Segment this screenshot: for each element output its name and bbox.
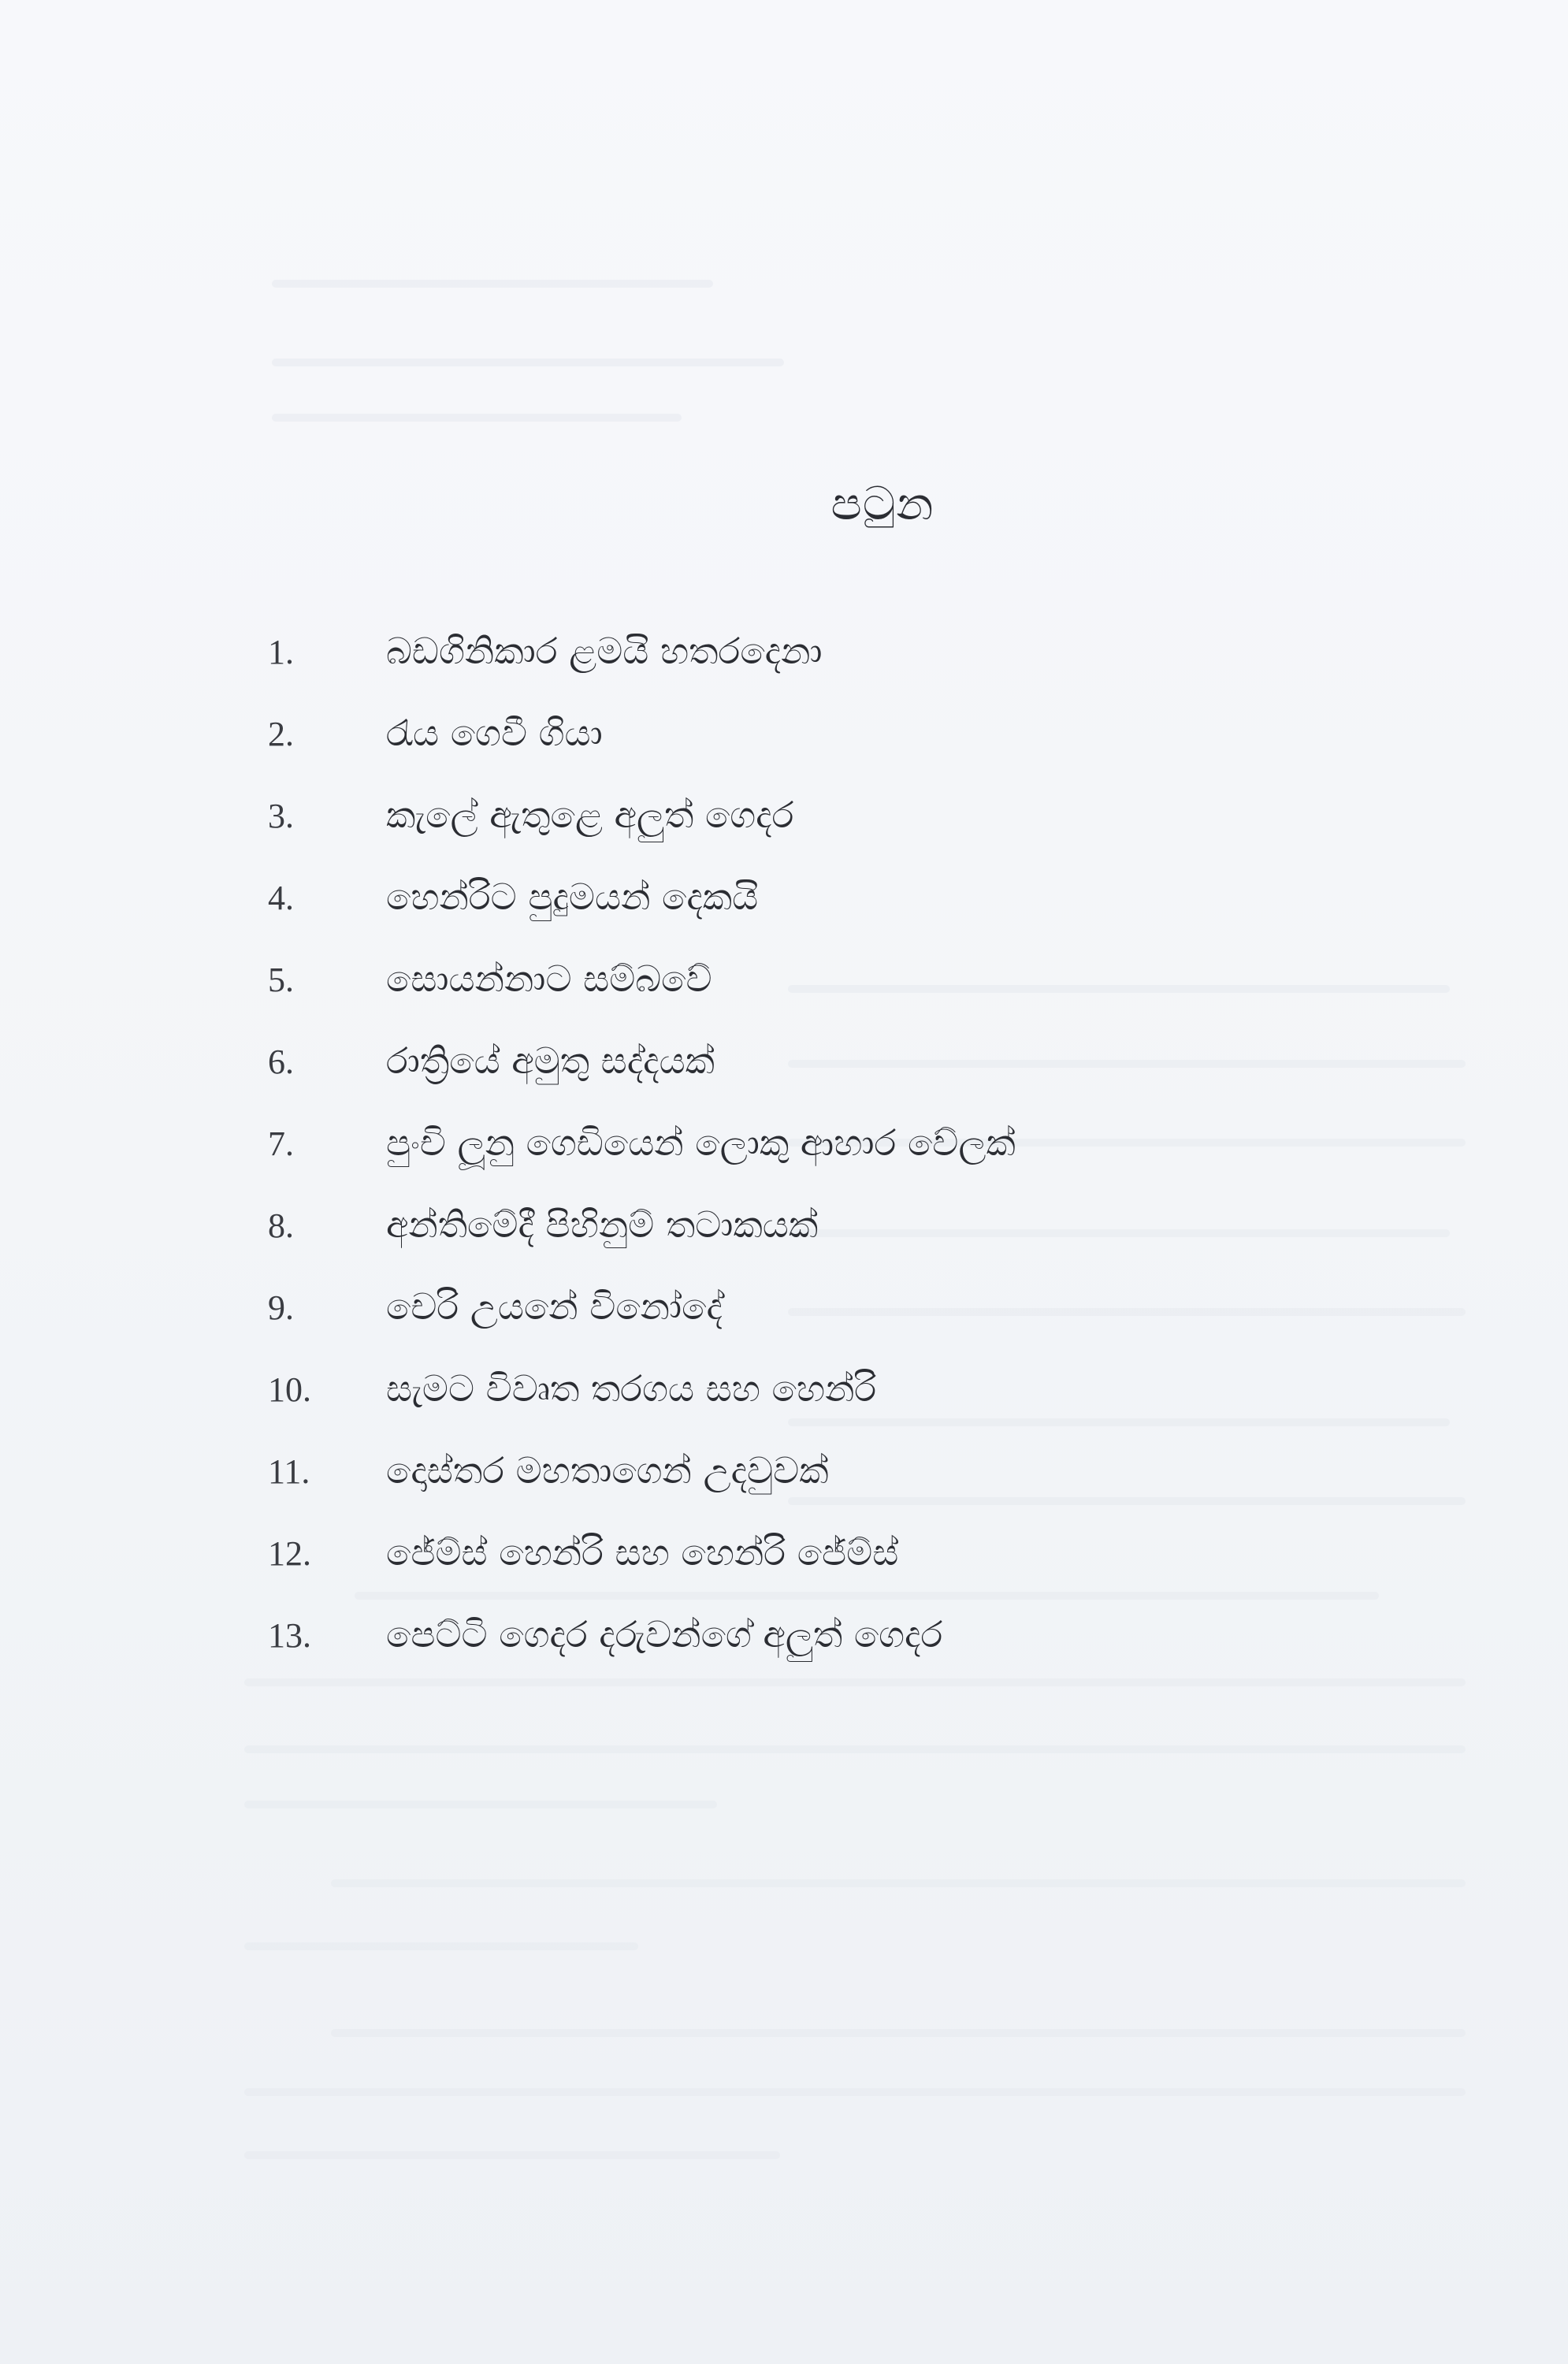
toc-entry	[268, 693, 1497, 775]
toc-entry	[268, 1102, 1497, 1184]
chapter-title: ජේම්ස් හෙන්රි සහ හෙන්රි ජේම්ස්	[386, 1531, 899, 1574]
chapter-number: 8.	[268, 1206, 294, 1245]
chapter-title: සැමට විවෘත තරගය සහ හෙන්රි	[386, 1367, 877, 1410]
bleed-through-line	[331, 2029, 1466, 2037]
toc-entry	[268, 857, 1497, 939]
chapter-number: 6.	[268, 1042, 294, 1081]
chapter-title: පෙට්ටි ගෙදර දරුවන්ගේ අලුත් ගෙදර	[386, 1613, 943, 1656]
toc-entry	[268, 775, 1497, 857]
bleed-through-line	[331, 1879, 1466, 1887]
bleed-through-line	[272, 359, 784, 366]
chapter-title: කැලේ ඇතුළෙ අලුත් ගෙදර	[386, 794, 794, 836]
chapter-number: 13.	[268, 1615, 311, 1655]
bleed-through-line	[244, 1678, 1466, 1686]
toc-entry	[268, 1184, 1497, 1266]
chapter-number: 4.	[268, 878, 294, 917]
toc-entry	[268, 1430, 1497, 1512]
toc-entry	[268, 1512, 1497, 1594]
chapter-number: 7.	[268, 1124, 294, 1163]
toc-entry	[268, 939, 1497, 1020]
chapter-title: අන්තිමේදී පිහිනුම් තටාකයක්	[386, 1203, 819, 1246]
chapter-title: පුංචි ලූනු ගෙඩියෙන් ලොකු ආහාර වේලක්	[386, 1121, 1016, 1164]
chapter-number: 11.	[268, 1451, 310, 1491]
chapter-title: බඩගිනිකාර ළමයි හතරදෙනා	[386, 630, 823, 672]
toc-entry	[268, 611, 1497, 693]
chapter-number: 9.	[268, 1288, 294, 1327]
bleed-through-line	[272, 280, 713, 288]
chapter-number: 1.	[268, 632, 294, 671]
table-of-contents	[268, 611, 1497, 1676]
chapter-title: චෙරි උයනේ විනෝදේ	[386, 1285, 723, 1328]
bleed-through-line	[244, 2088, 1466, 2096]
toc-entry	[268, 1348, 1497, 1430]
bleed-through-line	[244, 2151, 780, 2159]
chapter-title: රැය ගෙවී ගියා	[386, 712, 603, 754]
chapter-title: රාත්‍රියේ අමුතු සද්දයක්	[386, 1039, 715, 1082]
chapter-number: 3.	[268, 796, 294, 835]
chapter-number: 10.	[268, 1370, 311, 1409]
chapter-title: හෙන්රිට පුදුමයන් දෙකයි	[386, 875, 759, 918]
bleed-through-line	[244, 1745, 1466, 1753]
page-title: පටුන	[830, 477, 934, 530]
chapter-number: 2.	[268, 714, 294, 753]
bleed-through-line	[272, 414, 682, 422]
chapter-title: දොස්තර මහතාගෙන් උදවුවක්	[386, 1449, 829, 1492]
chapter-title: සොයන්නාට සම්බවේ	[386, 957, 712, 1000]
toc-entry	[268, 1266, 1497, 1348]
chapter-number: 5.	[268, 960, 294, 999]
toc-entry	[268, 1594, 1497, 1676]
bleed-through-line	[244, 1801, 717, 1808]
chapter-number: 12.	[268, 1533, 311, 1573]
bleed-through-line	[244, 1942, 638, 1950]
toc-entry	[268, 1020, 1497, 1102]
